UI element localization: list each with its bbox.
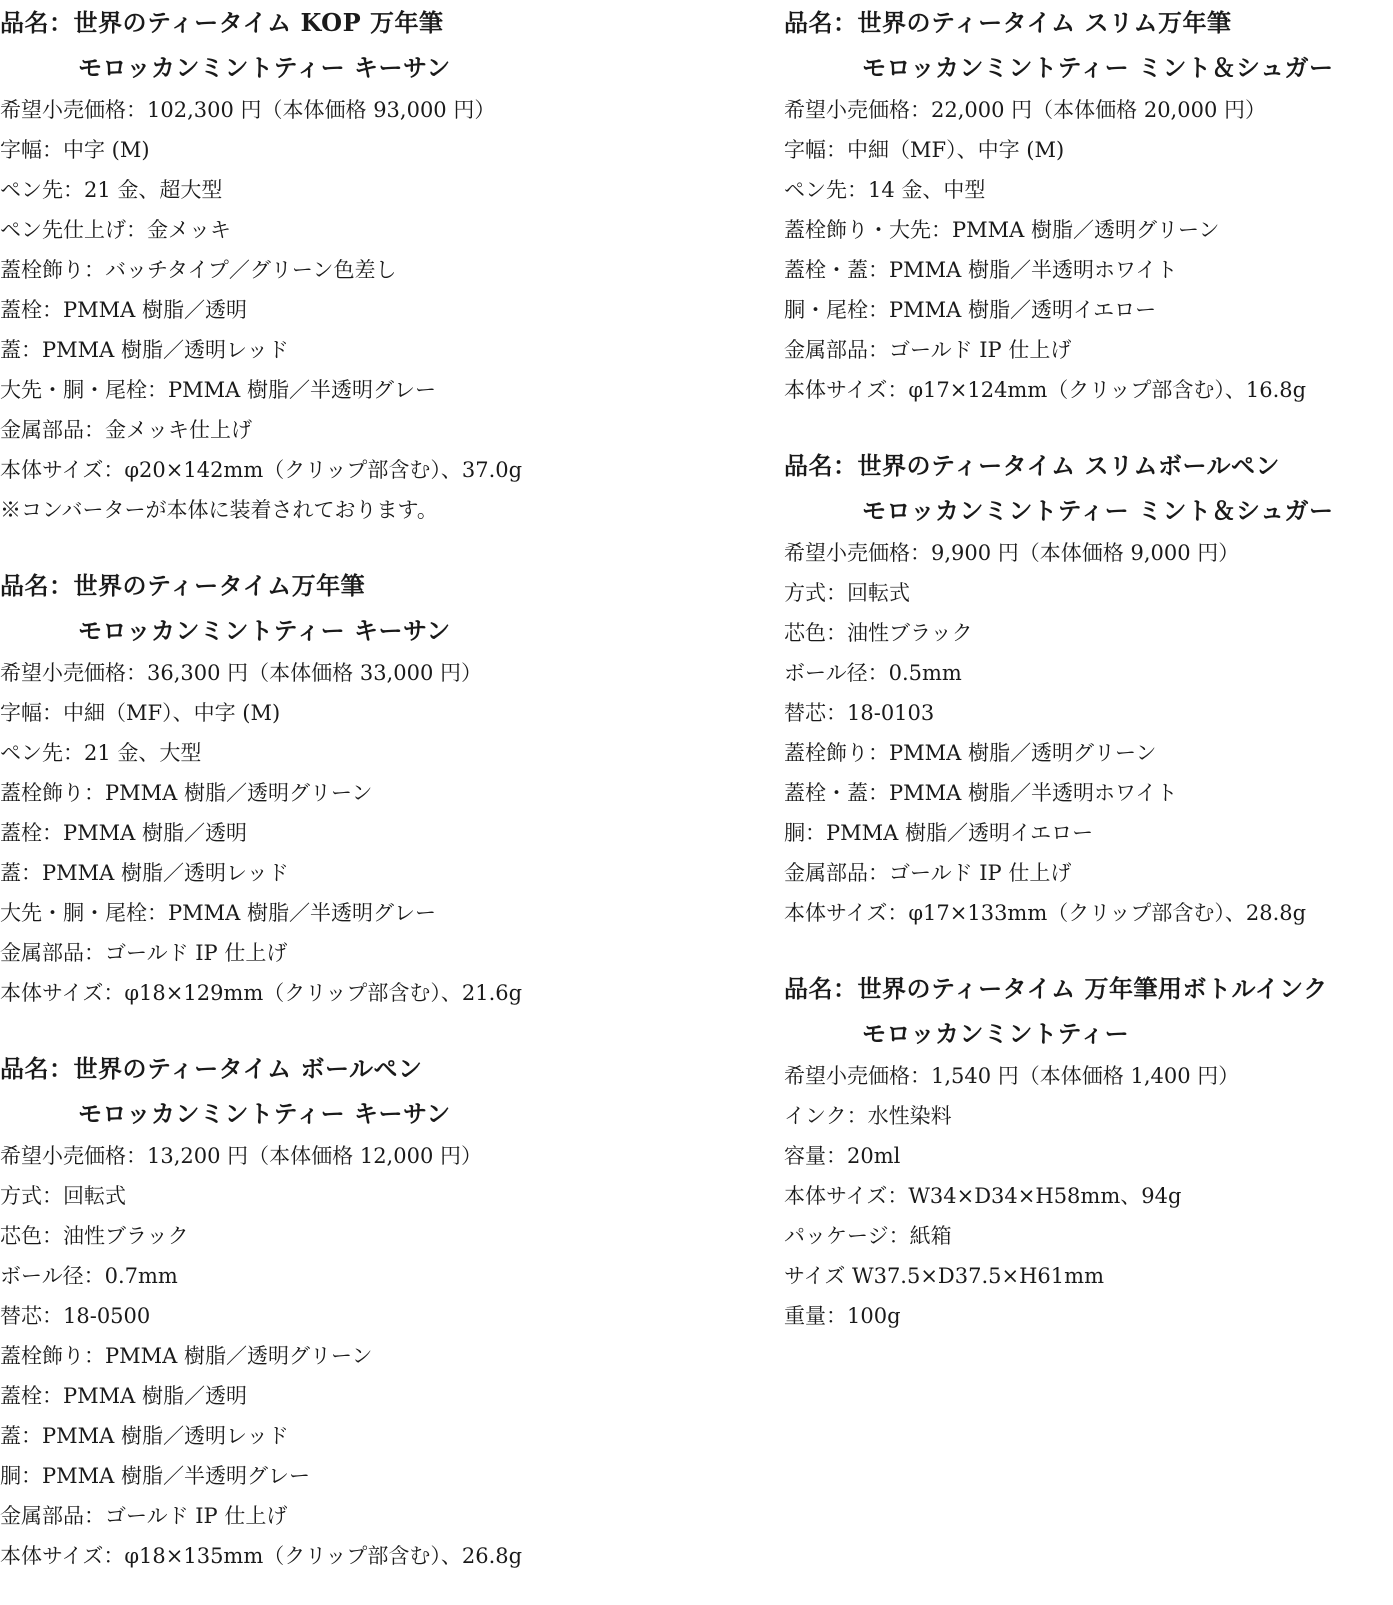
spec-line: 金属部品：ゴールド IP 仕上げ	[0, 1504, 288, 1528]
right-column	[784, 0, 1384, 1336]
spec-line: 蓋：PMMA 樹脂／透明レッド	[0, 861, 289, 885]
product-variant: モロッカンミントティー ミント＆シュガー	[862, 53, 1334, 82]
product-block	[784, 443, 1384, 933]
spec-line: 容量：20ml	[784, 1144, 901, 1168]
spec-line: 蓋栓：PMMA 樹脂／透明	[0, 821, 247, 845]
spec-line: 本体サイズ：W34×D34×H58mm、94g	[784, 1184, 1182, 1208]
spec-line: 本体サイズ：φ20×142mm（クリップ部含む）、37.0g	[0, 458, 523, 482]
spec-line: 大先・胴・尾栓：PMMA 樹脂／半透明グレー	[0, 901, 436, 925]
spec-line: 蓋栓・蓋：PMMA 樹脂／半透明ホワイト	[784, 258, 1178, 282]
spec-line: 芯色：油性ブラック	[784, 621, 973, 645]
spec-line: 蓋栓飾り：PMMA 樹脂／透明グリーン	[784, 741, 1157, 765]
spec-line: 胴：PMMA 樹脂／透明イエロー	[784, 821, 1094, 845]
product-name: 品名：世界のティータイム 万年筆用ボトルインク	[784, 974, 1328, 1003]
product-block	[0, 563, 700, 1013]
product-name: 品名：世界のティータイム ボールペン	[0, 1054, 423, 1083]
spec-line: 字幅：中字 (M)	[0, 138, 150, 162]
spec-line: 本体サイズ：φ17×124mm（クリップ部含む）、16.8g	[784, 378, 1307, 402]
spec-line: 替芯：18-0103	[784, 701, 935, 725]
spec-line: 本体サイズ：φ18×135mm（クリップ部含む）、26.8g	[0, 1544, 523, 1568]
spec-line: 胴・尾栓：PMMA 樹脂／透明イエロー	[784, 298, 1157, 322]
spec-line: ペン先仕上げ：金メッキ	[0, 218, 231, 242]
product-block	[0, 0, 700, 530]
spec-line: 希望小売価格：36,300 円（本体価格 33,000 円）	[0, 661, 482, 685]
spec-line: パッケージ：紙箱	[784, 1224, 952, 1248]
spec-line: 方式：回転式	[784, 581, 910, 605]
spec-line: 金属部品：ゴールド IP 仕上げ	[784, 338, 1072, 362]
spec-line: 希望小売価格：22,000 円（本体価格 20,000 円）	[784, 98, 1266, 122]
spec-line: ペン先：21 金、大型	[0, 741, 202, 765]
spec-line: ペン先：21 金、超大型	[0, 178, 223, 202]
spec-line: ※コンバーターが本体に装着されております。	[0, 498, 438, 522]
spec-line: 替芯：18-0500	[0, 1304, 151, 1328]
spec-line: 本体サイズ：φ17×133mm（クリップ部含む）、28.8g	[784, 901, 1307, 925]
spec-line: 蓋栓飾り：PMMA 樹脂／透明グリーン	[0, 781, 373, 805]
spec-line: 字幅：中細（MF）、中字 (M)	[0, 701, 281, 725]
product-name: 品名：世界のティータイム KOP 万年筆	[0, 8, 444, 37]
spec-line: 金属部品：ゴールド IP 仕上げ	[784, 861, 1072, 885]
spec-line: 大先・胴・尾栓：PMMA 樹脂／半透明グレー	[0, 378, 436, 402]
product-variant: モロッカンミントティー	[862, 1019, 1130, 1048]
spec-line: 希望小売価格：102,300 円（本体価格 93,000 円）	[0, 98, 496, 122]
product-variant: モロッカンミントティー キーサン	[78, 53, 451, 82]
spec-line: ボール径：0.5mm	[784, 661, 962, 685]
product-variant: モロッカンミントティー キーサン	[78, 616, 451, 645]
spec-line: 蓋栓飾り：PMMA 樹脂／透明グリーン	[0, 1344, 373, 1368]
product-name: 品名：世界のティータイム スリムボールペン	[784, 451, 1280, 480]
spec-line: 蓋栓：PMMA 樹脂／透明	[0, 298, 247, 322]
spec-line: 蓋栓飾り・大先：PMMA 樹脂／透明グリーン	[784, 218, 1220, 242]
spec-line: 希望小売価格：1,540 円（本体価格 1,400 円）	[784, 1064, 1240, 1088]
spec-line: ペン先：14 金、中型	[784, 178, 986, 202]
spec-line: 蓋栓飾り：バッチタイプ／グリーン色差し	[0, 258, 397, 282]
product-variant: モロッカンミントティー ミント＆シュガー	[862, 496, 1334, 525]
product-block	[784, 966, 1384, 1336]
spec-line: 蓋：PMMA 樹脂／透明レッド	[0, 338, 289, 362]
spec-line: サイズ W37.5×D37.5×H61mm	[784, 1264, 1104, 1288]
spec-line: 金属部品：金メッキ仕上げ	[0, 418, 252, 442]
spec-line: 希望小売価格：13,200 円（本体価格 12,000 円）	[0, 1144, 482, 1168]
spec-line: インク：水性染料	[784, 1104, 952, 1128]
spec-line: 芯色：油性ブラック	[0, 1224, 189, 1248]
spec-line: 蓋：PMMA 樹脂／透明レッド	[0, 1424, 289, 1448]
spec-line: 胴：PMMA 樹脂／半透明グレー	[0, 1464, 310, 1488]
spec-line: 蓋栓・蓋：PMMA 樹脂／半透明ホワイト	[784, 781, 1178, 805]
spec-line: ボール径：0.7mm	[0, 1264, 178, 1288]
spec-line: 重量：100g	[784, 1304, 901, 1328]
product-name: 品名：世界のティータイム万年筆	[0, 571, 366, 600]
product-variant: モロッカンミントティー キーサン	[78, 1099, 451, 1128]
spec-line: 希望小売価格：9,900 円（本体価格 9,000 円）	[784, 541, 1240, 565]
spec-line: 字幅：中細（MF）、中字 (M)	[784, 138, 1065, 162]
spec-line: 金属部品：ゴールド IP 仕上げ	[0, 941, 288, 965]
product-name: 品名：世界のティータイム スリム万年筆	[784, 8, 1232, 37]
product-block	[0, 1046, 700, 1576]
spec-line: 本体サイズ：φ18×129mm（クリップ部含む）、21.6g	[0, 981, 523, 1005]
spec-line: 方式：回転式	[0, 1184, 126, 1208]
product-block	[784, 0, 1384, 410]
left-column	[0, 0, 700, 1576]
spec-line: 蓋栓：PMMA 樹脂／透明	[0, 1384, 247, 1408]
